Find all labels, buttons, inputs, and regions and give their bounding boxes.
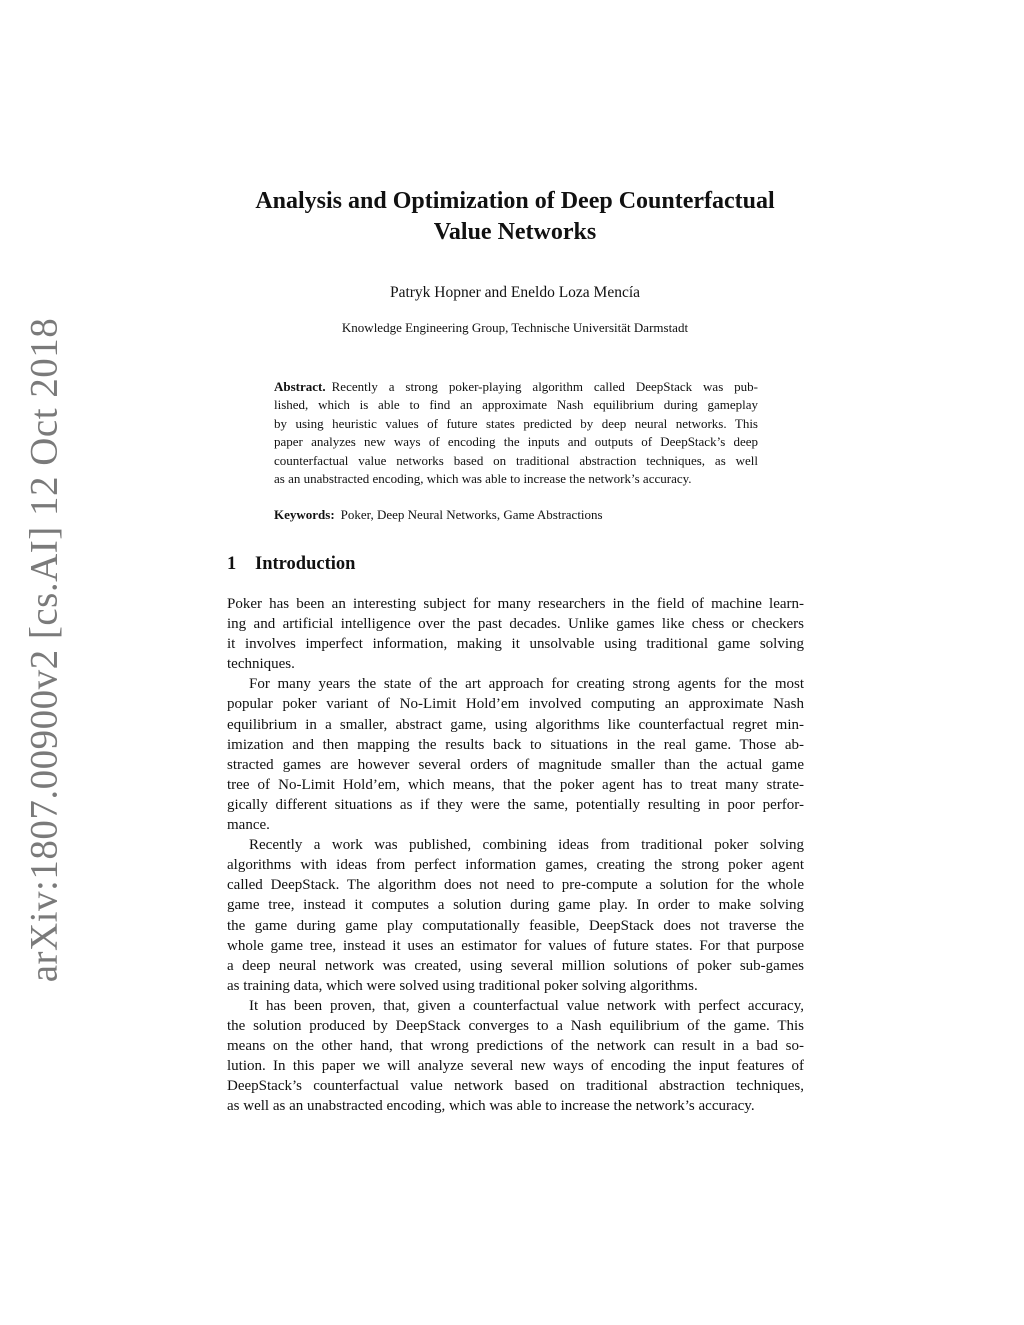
body-line: means on the other hand, that wrong predictions of the network can result in a bad so- xyxy=(227,1038,804,1055)
abstract-line: by using heuristic values of future states predicted by deep neural networks. This xyxy=(274,415,758,431)
paper-title-line: Analysis and Optimization of Deep Counterfactual xyxy=(255,188,775,214)
body-line: equilibrium in a smaller, abstract game, using algorithms like counterfactual regret min- xyxy=(227,716,804,733)
body-line: tree of No-Limit Hold’em, which means, that the poker agent has to treat many strate- xyxy=(227,776,804,793)
body-line: imization and then mapping the results back to situations in the real game. Those ab- xyxy=(227,736,804,753)
section-title: Introduction xyxy=(255,554,356,574)
section-number: 1 xyxy=(227,554,237,574)
section-heading xyxy=(227,554,355,575)
body-line: Recently a work was published, combining ideas from traditional poker solving xyxy=(249,837,804,854)
abstract-line: paper analyzes new ways of encoding the inputs and outputs of DeepStack’s deep xyxy=(274,434,758,450)
body-line: mance. xyxy=(227,817,270,834)
abstract-line-text: Recently a strong poker-playing algorithm called DeepStack was pub- xyxy=(331,379,758,394)
body-line: as well as an unabstracted encoding, which was able to increase the network’s accuracy. xyxy=(227,1098,755,1115)
body-line: the game during game play computationally feasible, DeepStack does not traverse the xyxy=(227,917,804,934)
keywords-label: Keywords: xyxy=(274,507,335,522)
body-line: the solution produced by DeepStack converges to a Nash equilibrium of the game. This xyxy=(227,1017,804,1034)
body-line: It has been proven, that, given a counterfactual value network with perfect accuracy, xyxy=(249,997,804,1014)
body-line: gically different situations as if they were the same, potentially resulting in poor perfor- xyxy=(227,796,804,813)
body-line: a deep neural network was created, using several million solutions of poker sub-games xyxy=(227,957,804,974)
body-line: game tree, instead it computes a solution during game play. In order to make solving xyxy=(227,897,804,914)
abstract-line: lished, which is able to find an approximate Nash equilibrium during gameplay xyxy=(274,397,758,413)
abstract-line: counterfactual value networks based on traditional abstraction techniques, as well xyxy=(274,452,758,468)
arxiv-identifier-stamp: arXiv:1807.00900v2 [cs.AI] 12 Oct 2018 xyxy=(22,317,66,983)
abstract-line xyxy=(274,378,758,396)
body-line: lution. In this paper we will analyze several new ways of encoding the input features of xyxy=(227,1058,804,1075)
abstract-line: as an unabstracted encoding, which was able to increase the network’s accuracy. xyxy=(274,471,692,487)
introduction-body xyxy=(227,594,804,1116)
keywords-text: Poker, Deep Neural Networks, Game Abstractions xyxy=(340,507,603,522)
abstract-block xyxy=(274,378,758,488)
abstract-label: Abstract. xyxy=(274,379,326,394)
body-line: called DeepStack. The algorithm does not need to pre-compute a solution for the whole xyxy=(227,877,804,894)
body-line: it involves imperfect information, making it unsolvable using traditional game solving xyxy=(227,636,804,653)
body-line: DeepStack’s counterfactual value network based on traditional abstraction techniques, xyxy=(227,1078,804,1095)
paper-authors: Patryk Hopner and Eneldo Loza Mencía xyxy=(389,284,641,301)
body-line: whole game tree, instead it uses an estimator for values of future states. For that purpose xyxy=(227,937,804,954)
paper-affiliation: Knowledge Engineering Group, Technische Universität Darmstadt xyxy=(341,320,689,335)
paper-title-line: Value Networks xyxy=(433,219,597,245)
keywords-line xyxy=(274,507,603,523)
body-line: For many years the state of the art approach for creating strong agents for the most xyxy=(249,676,804,693)
paper-title xyxy=(200,186,830,248)
body-line: as training data, which were solved using traditional poker solving algorithms. xyxy=(227,977,698,994)
body-line: popular poker variant of No-Limit Hold’em involved computing an approximate Nash xyxy=(227,696,804,713)
body-line: stracted games are however several orders of magnitude smaller than the actual game xyxy=(227,756,804,773)
body-line: Poker has been an interesting subject for many researchers in the field of machine learn- xyxy=(227,596,804,612)
body-line: ing and artificial intelligence over the past decades. Unlike games like chess or checkers xyxy=(227,616,804,633)
body-line: techniques. xyxy=(227,656,295,673)
body-line: algorithms with ideas from perfect information games, creating the strong poker agent xyxy=(227,857,804,874)
